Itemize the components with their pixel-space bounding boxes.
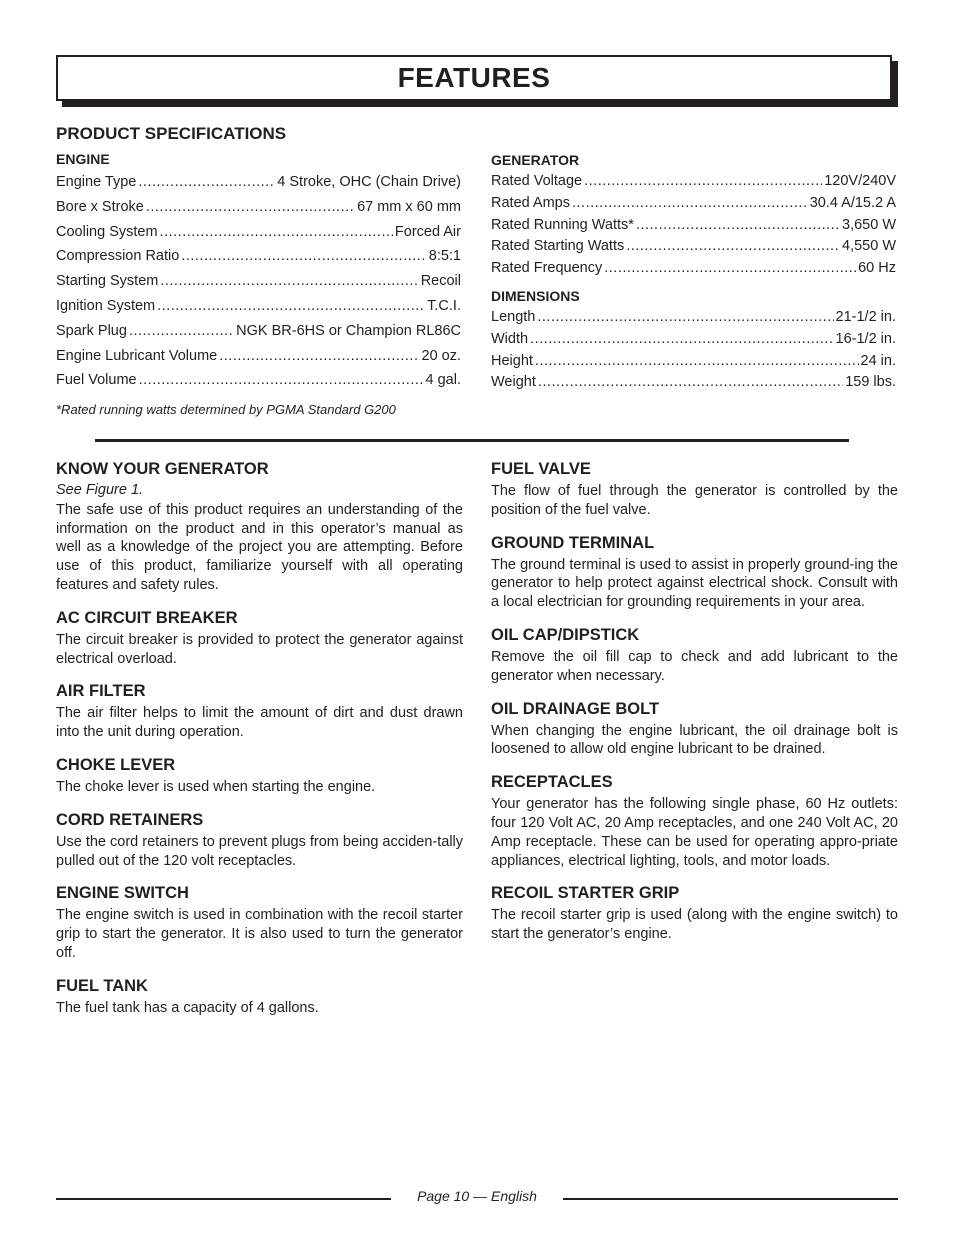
feature-heading: AIR FILTER bbox=[56, 682, 146, 701]
engine-specs bbox=[56, 151, 461, 397]
dot-leader bbox=[530, 331, 833, 347]
spec-row bbox=[491, 353, 896, 375]
spec-row bbox=[56, 199, 461, 224]
engine-heading: ENGINE bbox=[56, 151, 110, 167]
feature-section bbox=[56, 977, 463, 1018]
feature-heading: FUEL TANK bbox=[56, 976, 148, 995]
spec-value: 16-1/2 in. bbox=[835, 330, 896, 347]
feature-body: The fuel tank has a capacity of 4 gallons. bbox=[56, 999, 319, 1016]
dot-leader bbox=[181, 248, 426, 264]
feature-body: The circuit breaker is provided to protect the generator against electrical overload. bbox=[56, 631, 463, 667]
feature-body: When changing the engine lubricant, the oil drainage bolt is loosened to allow old engine lubricant to be drained. bbox=[491, 722, 898, 758]
spec-value: 4,550 W bbox=[842, 238, 896, 255]
spec-value: 120V/240V bbox=[824, 173, 896, 189]
spec-row bbox=[56, 348, 461, 373]
dimensions-heading: DIMENSIONS bbox=[491, 287, 580, 304]
feature-heading: CORD RETAINERS bbox=[56, 810, 204, 829]
dot-leader bbox=[604, 260, 856, 276]
page-footer: Page 10 — English bbox=[417, 1188, 537, 1204]
generator-heading: GENERATOR bbox=[491, 152, 580, 168]
feature-body: The safe use of this product requires an understanding of the information on the product and in this operator’s manual as well as a knowledge of the project you are attempting. Before use of this product, familiarize yourself with all operating features and safety rules. bbox=[56, 501, 463, 593]
spec-row bbox=[491, 173, 896, 195]
dimensions-spec-list bbox=[491, 309, 896, 396]
feature-body: Your generator has the following single phase, 60 Hz outlets: four 120 Volt AC, 20 Amp receptacles, and one 240 Volt AC, 20 Amp receptacle. These can be used for operating appro-priate appliances, electrical lighting, tools, and motor loads. bbox=[491, 796, 898, 869]
spec-row bbox=[56, 323, 461, 348]
spec-row bbox=[56, 174, 461, 199]
spec-label: Engine Lubricant Volume bbox=[56, 347, 218, 364]
feature-section bbox=[56, 460, 463, 595]
dot-leader bbox=[572, 195, 808, 211]
feature-body: The ground terminal is used to assist in properly ground-ing the generator to help protect against electrical shock. Consult with a local electrician for grounding requirements in your area. bbox=[491, 556, 898, 611]
spec-label: Rated Running Watts* bbox=[491, 216, 634, 233]
spec-label: Height bbox=[491, 352, 533, 369]
spec-label: Length bbox=[491, 308, 536, 325]
feature-figure-ref: See Figure 1. bbox=[56, 482, 144, 498]
spec-label: Engine Type bbox=[56, 174, 137, 190]
feature-body: The air filter helps to limit the amount of dirt and dust drawn into the unit during operation. bbox=[56, 705, 463, 741]
spec-label: Rated Starting Watts bbox=[491, 238, 625, 255]
spec-label: Fuel Volume bbox=[56, 372, 137, 389]
spec-label: Ignition System bbox=[56, 297, 156, 314]
spec-row bbox=[491, 260, 896, 282]
spec-value: 67 mm x 60 mm bbox=[357, 198, 461, 215]
feature-heading: GROUND TERMINAL bbox=[491, 533, 655, 552]
dot-leader bbox=[129, 323, 234, 339]
spec-label: Starting System bbox=[56, 273, 159, 290]
feature-section bbox=[491, 534, 898, 612]
dot-leader bbox=[157, 298, 425, 314]
feature-section bbox=[56, 811, 463, 871]
feature-heading: AC CIRCUIT BREAKER bbox=[56, 608, 238, 627]
spec-label: Rated Frequency bbox=[491, 260, 603, 277]
dot-leader bbox=[537, 309, 833, 325]
dot-leader bbox=[219, 348, 419, 364]
feature-body: The engine switch is used in combination with the recoil starter grip to start the generator. It is also used to turn the generator off. bbox=[56, 907, 463, 961]
feature-section bbox=[56, 884, 463, 962]
spec-row bbox=[56, 248, 461, 273]
left-features-column bbox=[56, 460, 463, 1032]
feature-section bbox=[491, 626, 898, 686]
section-divider bbox=[95, 439, 849, 442]
feature-heading: OIL CAP/DIPSTICK bbox=[491, 625, 640, 644]
page-title: FEATURES bbox=[397, 62, 551, 93]
spec-value: 3,650 W bbox=[842, 216, 896, 233]
spec-value: NGK BR-6HS or Champion RL86C bbox=[236, 322, 461, 339]
spec-value: Forced Air bbox=[394, 223, 461, 240]
spec-label: Bore x Stroke bbox=[56, 198, 144, 215]
footnote: *Rated running watts determined by PGMA Standard G200 bbox=[56, 402, 396, 417]
feature-section bbox=[491, 884, 898, 944]
spec-value: Recoil bbox=[420, 273, 461, 290]
dot-leader bbox=[146, 199, 355, 215]
feature-heading: FUEL VALVE bbox=[491, 460, 591, 478]
right-features-column bbox=[491, 460, 898, 958]
dot-leader bbox=[160, 224, 393, 240]
feature-section bbox=[56, 609, 463, 669]
spec-value: T.C.I. bbox=[427, 297, 461, 314]
dot-leader bbox=[636, 217, 840, 233]
feature-heading: KNOW YOUR GENERATOR bbox=[56, 460, 269, 478]
spec-value: 24 in. bbox=[860, 352, 896, 369]
spec-value: 21-1/2 in. bbox=[835, 308, 896, 325]
spec-value: 159 lbs. bbox=[845, 374, 896, 391]
spec-value: 60 Hz bbox=[858, 260, 896, 277]
feature-heading: RECOIL STARTER GRIP bbox=[491, 884, 680, 903]
dot-leader bbox=[538, 374, 843, 390]
spec-row bbox=[491, 238, 896, 260]
feature-body: Use the cord retainers to prevent plugs from being acciden-tally pulled out of the 120 volt receptacles. bbox=[56, 833, 464, 869]
dot-leader bbox=[626, 238, 840, 254]
spec-label: Rated Voltage bbox=[491, 173, 583, 189]
feature-section bbox=[56, 756, 463, 797]
feature-section bbox=[491, 460, 898, 520]
feature-section bbox=[491, 773, 898, 870]
dot-leader bbox=[584, 173, 822, 189]
spec-value: 20 oz. bbox=[421, 347, 461, 364]
spec-row bbox=[491, 195, 896, 217]
feature-heading: CHOKE LEVER bbox=[56, 755, 176, 774]
feature-heading: OIL DRAINAGE BOLT bbox=[491, 699, 660, 718]
spec-row bbox=[56, 273, 461, 298]
spec-row bbox=[491, 309, 896, 331]
page-title-banner bbox=[56, 55, 892, 101]
spec-row bbox=[491, 331, 896, 353]
feature-body: The flow of fuel through the generator is controlled by the position of the fuel valve. bbox=[491, 483, 898, 518]
spec-label: Spark Plug bbox=[56, 322, 127, 339]
spec-value: 8:5:1 bbox=[428, 248, 461, 265]
spec-label: Compression Ratio bbox=[56, 248, 180, 265]
spec-value: 4 gal. bbox=[425, 372, 461, 389]
feature-body: Remove the oil fill cap to check and add lubricant to the generator when necessary. bbox=[491, 648, 898, 684]
dot-leader bbox=[138, 174, 275, 190]
spec-label: Cooling System bbox=[56, 223, 158, 240]
feature-heading: ENGINE SWITCH bbox=[56, 884, 189, 903]
spec-label: Weight bbox=[491, 374, 536, 391]
feature-section bbox=[491, 700, 898, 760]
spec-row bbox=[56, 224, 461, 249]
generator-spec-list bbox=[491, 173, 896, 282]
feature-heading: RECEPTACLES bbox=[491, 773, 613, 792]
dot-leader bbox=[160, 273, 418, 289]
feature-section bbox=[56, 682, 463, 742]
dot-leader bbox=[535, 353, 859, 369]
engine-spec-list bbox=[56, 174, 461, 397]
generator-specs bbox=[491, 152, 896, 396]
spec-label: Width bbox=[491, 330, 529, 347]
spec-row bbox=[491, 217, 896, 239]
spec-row bbox=[56, 298, 461, 323]
spec-value: 30.4 A/15.2 A bbox=[809, 194, 896, 211]
feature-body: The choke lever is used when starting the engine. bbox=[56, 778, 376, 795]
feature-body: The recoil starter grip is used (along with the engine switch) to start the generator’s engine. bbox=[491, 907, 898, 943]
spec-row bbox=[491, 374, 896, 396]
dot-leader bbox=[139, 372, 424, 388]
spec-row bbox=[56, 372, 461, 397]
spec-label: Rated Amps bbox=[491, 194, 570, 211]
spec-value: 4 Stroke, OHC (Chain Drive) bbox=[277, 174, 461, 190]
specifications-heading: PRODUCT SPECIFICATIONS bbox=[56, 124, 287, 143]
